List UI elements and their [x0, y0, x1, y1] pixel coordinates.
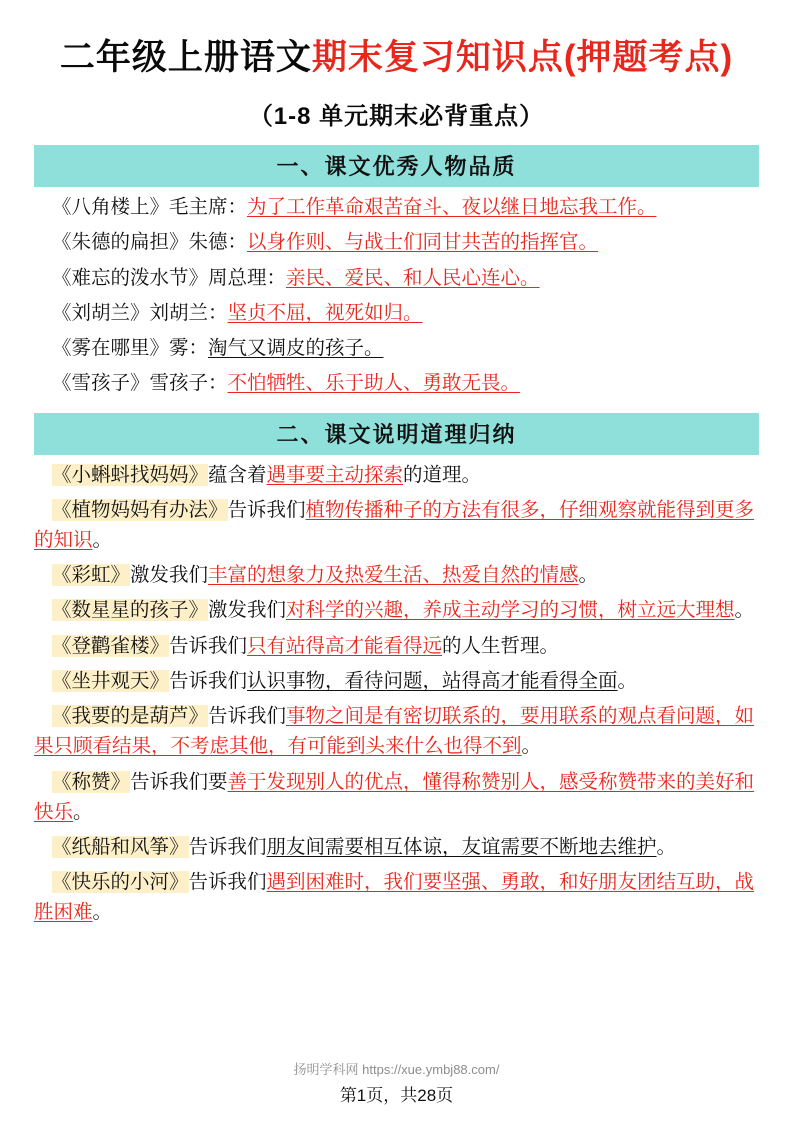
section-2-content: [34, 460, 759, 928]
item-book: 《称赞》: [52, 770, 131, 793]
item-book: 《彩虹》: [52, 564, 131, 587]
section-heading-1: 一、课文优秀人物品质: [34, 145, 759, 187]
title-black-part: 二年级上册语文: [59, 38, 312, 77]
list-item: [34, 227, 759, 257]
section-1-content: [34, 192, 759, 398]
item-lead: 《刘胡兰》刘胡兰：: [52, 301, 228, 324]
item-answer: 只有站得高才能看得远: [247, 634, 443, 657]
item-answer: 遇到困难时，我们要坚强、勇敢，和好朋友团结互助，战胜困难: [34, 871, 755, 924]
page-subtitle: （1-8 单元期末必背重点）: [248, 103, 545, 131]
item-tail: 。: [92, 901, 113, 924]
item-mid: 告诉我们: [227, 498, 306, 521]
list-item: [34, 192, 759, 222]
page-number: 第1页，共28页: [339, 1086, 454, 1105]
list-item: [34, 495, 759, 555]
item-tail: 的人生哲理。: [442, 634, 560, 657]
list-item: [34, 460, 759, 490]
item-answer: 为了工作革命艰苦奋斗、夜以继日地忘我工作。: [247, 196, 657, 219]
item-tail: 。: [617, 669, 638, 692]
item-mid: 激发我们: [208, 599, 287, 622]
item-answer: 不怕牺牲、乐于助人、勇敢无畏。: [227, 372, 521, 395]
list-item: [34, 298, 759, 328]
item-lead: 《雪孩子》雪孩子：: [52, 372, 228, 395]
list-item: [34, 368, 759, 398]
item-tail: 。: [521, 735, 542, 758]
item-mid: 告诉我们: [169, 634, 248, 657]
item-book: 《我要的是葫芦》: [52, 705, 209, 728]
list-item: [34, 666, 759, 696]
item-lead: 《雾在哪里》雾：: [52, 337, 209, 360]
item-answer: 认识事物，看待问题，站得高才能看得全面: [247, 669, 618, 692]
list-item: [34, 595, 759, 625]
item-mid: 告诉我们: [188, 871, 267, 894]
item-answer: 朋友间需要相互体谅，友谊需要不断地去维护: [266, 835, 657, 858]
item-book: 《快乐的小河》: [52, 871, 189, 894]
list-item: [34, 560, 759, 590]
item-book: 《登鹳雀楼》: [52, 634, 170, 657]
page-title: [34, 38, 759, 78]
item-mid: 蕴含着: [208, 463, 267, 486]
item-tail: 。: [656, 835, 677, 858]
item-mid: 告诉我们: [169, 669, 248, 692]
item-mid: 告诉我们: [208, 705, 287, 728]
item-answer: 淘气又调皮的孩子。: [208, 337, 384, 360]
item-book: 《纸船和风筝》: [52, 835, 189, 858]
list-item: [34, 867, 759, 927]
item-tail: 。: [73, 800, 93, 823]
title-red-part: 期末复习知识点(押题考点): [311, 38, 734, 77]
list-item: [34, 832, 759, 862]
item-answer: 遇事要主动探索: [266, 463, 404, 486]
item-lead: 《八角楼上》毛主席：: [52, 196, 248, 219]
item-book: 《植物妈妈有办法》: [52, 498, 228, 521]
item-tail: 。: [578, 564, 599, 587]
list-item: [34, 767, 759, 827]
item-answer: 善于发现别人的优点，懂得称赞别人，感受称赞带来的美好和快乐: [34, 770, 755, 823]
item-mid: 告诉我们: [188, 835, 267, 858]
item-answer: 以身作则、与战士们同甘共苦的指挥官。: [247, 231, 599, 254]
item-lead: 《难忘的泼水节》周总理：: [52, 266, 287, 289]
list-item: [34, 333, 759, 363]
item-tail: 。: [734, 599, 755, 622]
item-lead: 《朱德的扁担》朱德：: [52, 231, 248, 254]
item-mid: 激发我们: [130, 564, 209, 587]
section-heading-2: 二、课文说明道理归纳: [34, 413, 759, 455]
item-answer: 事物之间是有密切联系的，要用联系的观点看问题，如果只顾看结果，不考虑其他，有可能到头来什么也得不到: [34, 705, 755, 758]
item-tail: 。: [92, 529, 113, 551]
watermark: 扬明学科网 https://xue.ymbj88.com/: [293, 1062, 500, 1077]
item-tail: 的道理。: [403, 463, 482, 486]
item-answer: 植物传播种子的方法有很多，仔细观察就能得到更多的知识: [34, 498, 755, 551]
item-book: 《坐井观天》: [52, 669, 170, 692]
item-answer: 亲民、爱民、和人民心连心。: [286, 266, 540, 289]
item-mid: 告诉我们要: [130, 770, 228, 793]
item-book: 《小蝌蚪找妈妈》: [52, 463, 209, 486]
item-book: 《数星星的孩子》: [52, 599, 209, 622]
list-item: [34, 631, 759, 661]
list-item: [34, 701, 759, 761]
item-answer: 坚贞不屈，视死如归。: [227, 301, 423, 324]
list-item: [34, 263, 759, 293]
item-answer: 丰富的想象力及热爱生活、热爱自然的情感: [208, 564, 579, 587]
item-answer: 对科学的兴趣，养成主动学习的习惯，树立远大理想: [286, 599, 735, 622]
